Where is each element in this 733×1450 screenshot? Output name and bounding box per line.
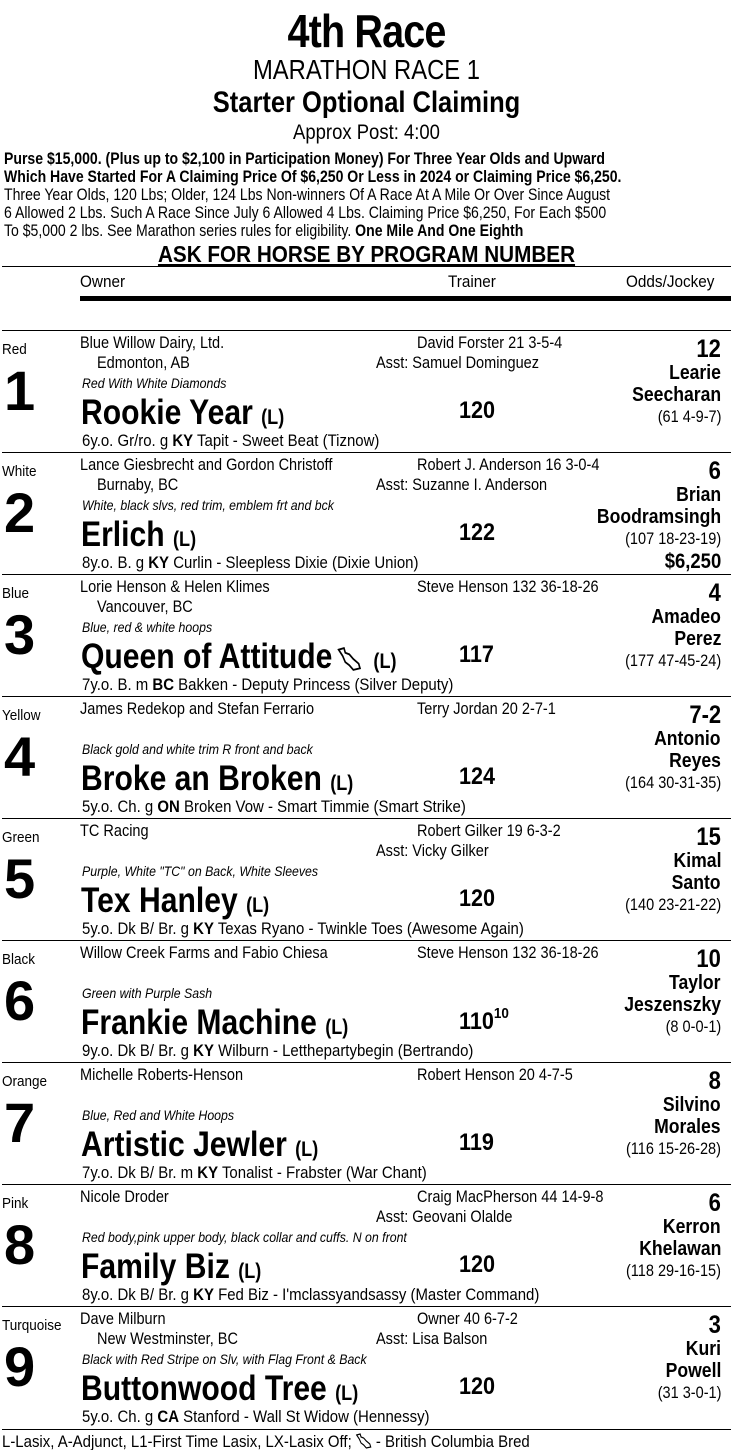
legend-bc-text: - British Columbia Bred: [375, 1432, 530, 1450]
assistant-trainer: Asst: Lisa Balson: [376, 1330, 488, 1348]
horse-name: Rookie Year: [81, 393, 253, 432]
lasix-indicator: (L): [238, 1260, 262, 1283]
jockey-first-name: Taylor: [669, 972, 721, 994]
weight: [459, 1251, 495, 1279]
bred-location: ON: [157, 797, 180, 816]
jockey-stats: (107 18-23-19): [624, 530, 721, 548]
lasix-indicator: (L): [261, 406, 285, 429]
assistant-trainer: Asst: Suzanne I. Anderson: [376, 476, 548, 494]
trainer: Robert Gilker 19 6-3-2: [417, 822, 561, 840]
owner-name: James Redekop and Stefan Ferrario: [80, 700, 315, 718]
silks-description: Red body,pink upper body, black collar and cuffs. N on front: [82, 1229, 407, 1245]
silks-description: Red With White Diamonds: [82, 375, 227, 391]
bred-location: KY: [193, 1041, 214, 1060]
morning-line-odds: 4: [708, 579, 721, 607]
program-number: 8: [4, 1213, 36, 1276]
weight: [459, 1373, 495, 1401]
jockey-stats: (61 4-9-7): [657, 408, 721, 426]
morning-line-odds: 10: [696, 945, 721, 973]
morning-line-odds: 7-2: [689, 701, 721, 729]
lasix-indicator: (L): [325, 1016, 349, 1039]
entry-row: [2, 574, 731, 696]
sire-dam: Tonalist - Frabster (War Chant): [218, 1163, 427, 1182]
sire-dam: Stanford - Wall St Widow (Hennessy): [179, 1407, 430, 1426]
horse-name: Artistic Jewler: [81, 1125, 287, 1164]
race-name: MARATHON RACE 1: [252, 54, 481, 85]
jockey-first-name: Kerron: [663, 1216, 721, 1238]
trainer: Robert J. Anderson 16 3-0-4: [417, 456, 600, 474]
assistant-trainer: Asst: Samuel Dominguez: [376, 354, 540, 372]
weight-value: 110: [459, 1008, 494, 1035]
conditions-line-3: Three Year Olds, 120 Lbs; Older, 124 Lbs Non-winners Of A Race At A Mile Or Over Since August: [4, 186, 611, 204]
jockey-stats: (118 29-16-15): [626, 1262, 721, 1280]
conditions-line-5: To $5,000 2 lbs. See Marathon series rules for eligibility.: [4, 222, 356, 240]
jockey-last-name: Reyes: [669, 750, 721, 772]
age-sex: 8y.o. Dk B/ Br. g: [82, 1285, 194, 1304]
program-number: 6: [4, 969, 36, 1032]
morning-line-odds: 6: [708, 457, 721, 485]
entry-row: [2, 696, 731, 818]
saddle-color: Green: [2, 829, 40, 846]
header-divider: [80, 296, 731, 301]
pedigree: [82, 797, 466, 817]
lasix-indicator: (L): [335, 1382, 359, 1405]
weight-value: 120: [459, 885, 496, 912]
column-header: [2, 266, 731, 296]
race-conditions: [4, 150, 729, 240]
age-sex: 6y.o. Gr/ro. g: [82, 431, 173, 450]
conditions-line-2: Which Have Started For A Claiming Price Of $6,250 Or Less in 2024 or Claiming Price $6,250.: [4, 168, 622, 186]
sire-dam: Wilburn - Letthepartybegin (Bertrando): [213, 1041, 474, 1060]
weight: [459, 519, 495, 547]
weight-value: 120: [459, 1251, 496, 1278]
program-number: 3: [4, 603, 36, 666]
jockey-last-name: Santo: [672, 872, 721, 894]
saddle-color: Black: [2, 951, 36, 968]
silks-description: Black gold and white trim R front and back: [82, 741, 313, 757]
weight: [459, 641, 494, 669]
saddle-color: Yellow: [2, 707, 41, 724]
jockey-last-name: Jeszenszky: [624, 994, 721, 1016]
jockey-last-name: Boodramsingh: [596, 506, 721, 528]
morning-line-odds: 6: [708, 1189, 721, 1217]
owner-name: TC Racing: [80, 822, 149, 840]
weight-value: 119: [459, 1129, 494, 1156]
silks-description: Black with Red Stripe on Slv, with Flag Front & Back: [82, 1351, 367, 1367]
saddle-color: Pink: [2, 1195, 29, 1212]
jockey-stats: (177 47-45-24): [624, 652, 721, 670]
silks-description: Blue, Red and White Hoops: [82, 1107, 235, 1123]
race-header: [0, 5, 733, 146]
legend-text: L-Lasix, A-Adjunct, L1-First Time Lasix, LX-Lasix Off;: [2, 1432, 356, 1450]
jockey-first-name: Kimal: [673, 850, 721, 872]
trainer-column-label: Trainer: [448, 272, 496, 291]
trainer: Terry Jordan 20 2-7-1: [417, 700, 556, 718]
bred-location: KY: [148, 553, 170, 572]
age-sex: 9y.o. Dk B/ Br. g: [82, 1041, 194, 1060]
silks-description: Green with Purple Sash: [82, 985, 213, 1001]
jockey-first-name: Silvino: [663, 1094, 721, 1116]
horse-name: Frankie Machine: [81, 1003, 317, 1042]
bred-location: KY: [172, 431, 194, 450]
saddle-color: Orange: [2, 1073, 48, 1090]
jockey-last-name: Morales: [654, 1116, 721, 1138]
horse-name: Queen of Attitude: [81, 637, 333, 676]
weight: [459, 885, 495, 913]
age-sex: 7y.o. B. m: [82, 675, 153, 694]
conditions-line-1: Purse $15,000. (Plus up to $2,100 in Participation Money) For Three Year Olds and Upward: [4, 150, 605, 168]
owner-name: Dave Milburn: [80, 1310, 166, 1328]
sire-dam: Fed Biz - I'mclassyandsassy (Master Command): [213, 1285, 540, 1304]
program-number: 7: [4, 1091, 36, 1154]
race-type: Starter Optional Claiming: [212, 86, 521, 119]
jockey-stats: (140 23-21-22): [624, 896, 721, 914]
jockey-first-name: Amadeo: [651, 606, 721, 628]
program-number: 9: [4, 1335, 36, 1398]
entry-row: [2, 452, 731, 574]
trainer: Craig MacPherson 44 14-9-8: [417, 1188, 604, 1206]
race-number: 4th Race: [287, 5, 446, 57]
owner-name: Michelle Roberts-Henson: [80, 1066, 244, 1084]
trainer: Owner 40 6-7-2: [417, 1310, 518, 1328]
bred-location: KY: [193, 919, 214, 938]
owner-name: Nicole Droder: [80, 1188, 169, 1206]
lasix-indicator: (L): [330, 772, 354, 795]
morning-line-odds: 3: [708, 1311, 721, 1339]
trainer: Robert Henson 20 4-7-5: [417, 1066, 573, 1084]
age-sex: 5y.o. Ch. g: [82, 1407, 158, 1426]
bc-bred-icon: [356, 1433, 372, 1449]
entry-row: [2, 1184, 731, 1306]
saddle-color: Red: [2, 341, 27, 358]
sire-dam: Broken Vow - Smart Timmie (Smart Strike): [179, 797, 466, 816]
entry-row: [2, 1306, 731, 1428]
bred-location: KY: [193, 1285, 214, 1304]
age-sex: 8y.o. B. g: [82, 553, 149, 572]
silks-description: White, black slvs, red trim, emblem frt and bck: [82, 497, 334, 513]
weight: [459, 763, 495, 791]
morning-line-odds: 15: [696, 823, 721, 851]
assistant-trainer: Asst: Vicky Gilker: [376, 842, 489, 860]
owner-name: Lorie Henson & Helen Klimes: [80, 578, 270, 596]
jockey-last-name: Seecharan: [631, 384, 721, 406]
pedigree: [82, 1407, 430, 1427]
odds-jockey-column-label: Odds/Jockey: [626, 272, 715, 291]
morning-line-odds: 8: [708, 1067, 721, 1095]
owner-name: Willow Creek Farms and Fabio Chiesa: [80, 944, 328, 962]
silks-description: Purple, White "TC" on Back, White Sleeves: [82, 863, 319, 879]
post-time: Approx Post: 4:00: [293, 121, 440, 144]
program-number: 5: [4, 847, 36, 910]
owner-name: Lance Giesbrecht and Gordon Christoff: [80, 456, 333, 474]
pedigree: [82, 553, 418, 573]
owner-city: New Westminster, BC: [97, 1330, 238, 1348]
legend-footer: [2, 1429, 731, 1450]
jockey-stats: (164 30-31-35): [624, 774, 721, 792]
sire-dam: Bakken - Deputy Princess (Silver Deputy): [174, 675, 454, 694]
entry-row: [2, 1062, 731, 1184]
jockey-first-name: Brian: [676, 484, 721, 506]
horse-name: Buttonwood Tree: [81, 1369, 327, 1408]
trainer: Steve Henson 132 36-18-26: [417, 578, 599, 596]
silks-description: Blue, red & white hoops: [82, 619, 213, 635]
horse-name: Tex Hanley: [81, 881, 238, 920]
sire-dam: Curlin - Sleepless Dixie (Dixie Union): [169, 553, 419, 572]
bc-bred-icon: [338, 646, 362, 672]
pedigree: [82, 1041, 473, 1061]
claiming-price: $6,250: [664, 550, 721, 573]
owner-column-label: Owner: [80, 272, 126, 291]
sire-dam: Tapit - Sweet Beat (Tiznow): [193, 431, 380, 450]
pedigree: [82, 1163, 427, 1183]
sire-dam: Texas Ryano - Twinkle Toes (Awesome Again): [213, 919, 524, 938]
entry-row: [2, 330, 731, 452]
weight: [459, 397, 495, 425]
entry-row: [2, 818, 731, 940]
owner-city: Vancouver, BC: [97, 598, 193, 616]
jockey-last-name: Perez: [674, 628, 721, 650]
jockey-last-name: Khelawan: [638, 1238, 721, 1260]
weight-value: 120: [459, 397, 496, 424]
trainer: David Forster 21 3-5-4: [417, 334, 563, 352]
ask-banner: ASK FOR HORSE BY PROGRAM NUMBER: [157, 241, 576, 267]
owner-name: Blue Willow Dairy, Ltd.: [80, 334, 225, 352]
apprentice-allowance: 10: [493, 1005, 509, 1022]
saddle-color: Turquoise: [2, 1317, 62, 1334]
weight-value: 120: [459, 1373, 496, 1400]
weight-value: 117: [459, 641, 494, 668]
race-distance: One Mile And One Eighth: [355, 222, 524, 240]
jockey-first-name: Antonio: [654, 728, 721, 750]
program-number: 1: [4, 359, 36, 422]
assistant-trainer: Asst: Geovani Olalde: [376, 1208, 513, 1226]
program-number: 4: [4, 725, 36, 788]
weight-value: 124: [459, 763, 496, 790]
age-sex: 5y.o. Dk B/ Br. g: [82, 919, 194, 938]
jockey-first-name: Kuri: [685, 1338, 721, 1360]
bred-location: BC: [152, 675, 175, 694]
owner-city: Burnaby, BC: [97, 476, 179, 494]
pedigree: [82, 675, 453, 695]
age-sex: 7y.o. Dk B/ Br. m: [82, 1163, 198, 1182]
entry-row: [2, 940, 731, 1062]
weight-value: 122: [459, 519, 496, 546]
conditions-line-4: 6 Allowed 2 Lbs. Such A Race Since July 6 Allowed 4 Lbs. Claiming Price $6,250, For Each $500: [4, 204, 607, 222]
jockey-stats: (31 3-0-1): [657, 1384, 721, 1402]
jockey-stats: (8 0-0-1): [665, 1018, 721, 1036]
age-sex: 5y.o. Ch. g: [82, 797, 158, 816]
horse-name: Broke an Broken: [81, 759, 322, 798]
trainer: Steve Henson 132 36-18-26: [417, 944, 599, 962]
weight: [459, 1129, 494, 1157]
horse-name: Family Biz: [81, 1247, 230, 1286]
saddle-color: White: [2, 463, 37, 480]
lasix-indicator: (L): [173, 528, 197, 551]
program-number: 2: [4, 481, 36, 544]
lasix-indicator: (L): [373, 650, 397, 673]
morning-line-odds: 12: [696, 335, 721, 363]
bred-location: KY: [197, 1163, 219, 1182]
lasix-indicator: (L): [246, 894, 270, 917]
pedigree: [82, 1285, 539, 1305]
jockey-stats: (116 15-26-28): [626, 1140, 721, 1158]
pedigree: [82, 919, 524, 939]
pedigree: [82, 431, 379, 451]
owner-city: Edmonton, AB: [97, 354, 190, 372]
saddle-color: Blue: [2, 585, 30, 602]
lasix-indicator: (L): [295, 1138, 319, 1161]
horse-name: Erlich: [81, 515, 165, 554]
jockey-first-name: Learie: [669, 362, 721, 384]
weight: [459, 1007, 509, 1036]
jockey-last-name: Powell: [665, 1360, 721, 1382]
bred-location: CA: [157, 1407, 180, 1426]
